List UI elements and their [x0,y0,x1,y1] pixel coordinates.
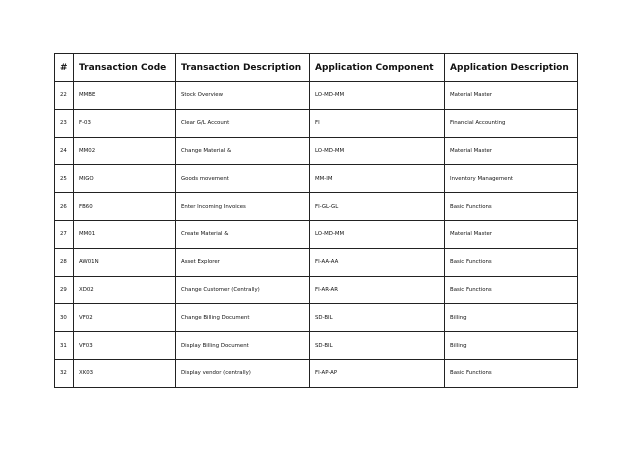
cell-transaction-code: MIGO [74,165,176,193]
cell-transaction-code: VF03 [74,332,176,360]
table-row [55,276,578,304]
cell-number: 28 [55,248,74,276]
cell-application-description: Inventory Management [445,165,578,193]
cell-transaction-code: MM01 [74,220,176,248]
cell-transaction-description: Display vendor (centrally) [176,359,310,387]
cell-application-description: Billing [445,304,578,332]
table-row [55,304,578,332]
table-row [55,248,578,276]
cell-application-component: FI-AP-AP [310,359,445,387]
cell-application-component: FI-AA-AA [310,248,445,276]
table-row [55,82,578,110]
cell-application-component: SD-BIL [310,332,445,360]
cell-application-description: Billing [445,332,578,360]
cell-transaction-code: F-03 [74,109,176,137]
cell-application-description: Financial Accounting [445,109,578,137]
cell-application-component: LO-MD-MM [310,137,445,165]
cell-transaction-code: AW01N [74,248,176,276]
cell-transaction-description: Change Material & [176,137,310,165]
cell-transaction-description: Display Billing Document [176,332,310,360]
cell-transaction-code: FB60 [74,193,176,221]
table-row [55,359,578,387]
cell-transaction-description: Change Customer (Centrally) [176,276,310,304]
cell-number: 32 [55,359,74,387]
table-row [55,332,578,360]
table-body [55,82,578,388]
cell-application-description: Basic Functions [445,359,578,387]
header-application-description: Application Description [445,54,578,82]
cell-number: 27 [55,220,74,248]
cell-number: 30 [55,304,74,332]
cell-transaction-code: XK03 [74,359,176,387]
cell-transaction-description: Create Material & [176,220,310,248]
table-row [55,165,578,193]
cell-number: 24 [55,137,74,165]
cell-transaction-description: Asset Explorer [176,248,310,276]
header-application-component: Application Component [310,54,445,82]
cell-number: 25 [55,165,74,193]
cell-application-description: Material Master [445,137,578,165]
cell-number: 26 [55,193,74,221]
cell-number: 29 [55,276,74,304]
cell-number: 23 [55,109,74,137]
table-row [55,109,578,137]
cell-transaction-description: Change Billing Document [176,304,310,332]
header-transaction-code: Transaction Code [74,54,176,82]
header-number: # [55,54,74,82]
table-header [55,54,578,82]
cell-transaction-code: MMBE [74,82,176,110]
cell-transaction-description: Goods movement [176,165,310,193]
cell-transaction-description: Stock Overview [176,82,310,110]
cell-application-description: Basic Functions [445,193,578,221]
cell-application-component: LO-MD-MM [310,82,445,110]
table-row [55,220,578,248]
header-row [55,54,578,82]
table-row [55,193,578,221]
cell-application-component: SD-BIL [310,304,445,332]
cell-application-component: FI-GL-GL [310,193,445,221]
header-transaction-description: Transaction Description [176,54,310,82]
cell-transaction-code: XD02 [74,276,176,304]
cell-application-description: Basic Functions [445,248,578,276]
cell-transaction-code: VF02 [74,304,176,332]
cell-application-component: FI [310,109,445,137]
cell-application-description: Material Master [445,220,578,248]
cell-transaction-code: MM02 [74,137,176,165]
cell-transaction-description: Clear G/L Account [176,109,310,137]
cell-application-component: FI-AR-AR [310,276,445,304]
cell-application-description: Basic Functions [445,276,578,304]
cell-application-component: LO-MD-MM [310,220,445,248]
cell-number: 31 [55,332,74,360]
cell-transaction-description: Enter Incoming Invoices [176,193,310,221]
cell-application-component: MM-IM [310,165,445,193]
cell-application-description: Material Master [445,82,578,110]
table-row [55,137,578,165]
cell-number: 22 [55,82,74,110]
transaction-table [54,53,578,388]
